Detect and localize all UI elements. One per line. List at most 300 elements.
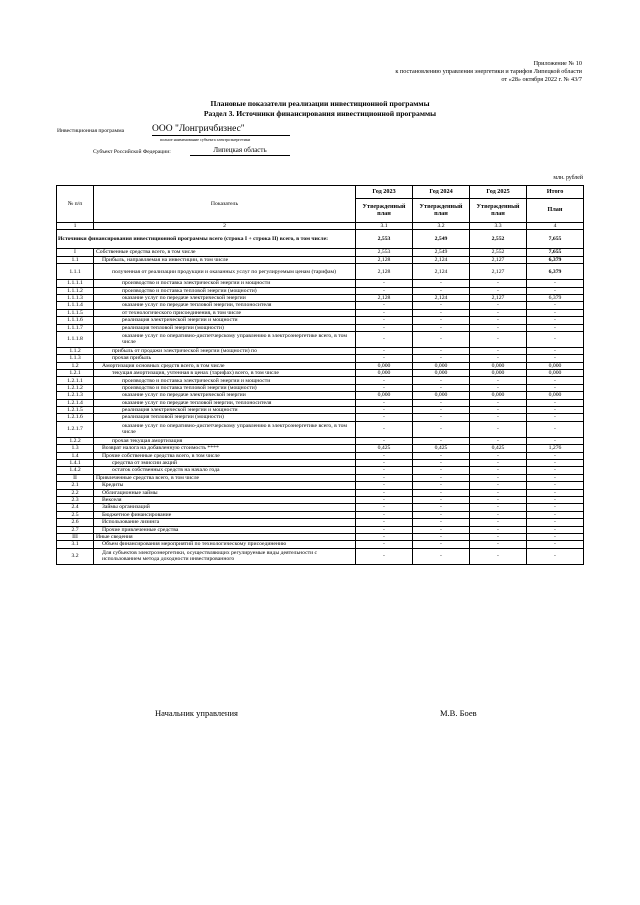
table-row <box>57 519 584 526</box>
row-plan-value: - <box>527 504 584 511</box>
row-name: Иные сведения <box>94 533 356 540</box>
table-row <box>57 526 584 533</box>
row-number: 1.2.1.3 <box>57 392 94 399</box>
row-plan-value: - <box>527 407 584 414</box>
row-name: от технологического присоединения, в том числе <box>94 309 356 316</box>
row-year-value: - <box>413 309 470 316</box>
table-row <box>57 414 584 421</box>
row-year-value: - <box>470 331 527 347</box>
row-plan-value: - <box>527 459 584 466</box>
row-year-value: - <box>356 452 413 459</box>
row-year-value: - <box>470 302 527 309</box>
row-year-value: - <box>470 519 527 526</box>
header-approved-2023: Утвержденный план <box>356 199 413 223</box>
table-row <box>57 459 584 466</box>
row-year-value: - <box>413 287 470 294</box>
row-year-value: 0,425 <box>413 445 470 452</box>
row-year-value: - <box>413 548 470 564</box>
row-year-value: - <box>413 399 470 406</box>
row-year-value: - <box>470 533 527 540</box>
table-row <box>57 370 584 377</box>
row-plan-value: - <box>527 526 584 533</box>
region-name: Липецкая область <box>190 146 290 156</box>
row-year-value: - <box>356 482 413 489</box>
section-title: Раздел 3. Источники финансирования инвестиционной программы <box>203 109 437 118</box>
row-name: производство и поставка тепловой энергии (мощности) <box>94 384 356 391</box>
unit-label: млн. рублей <box>553 175 583 181</box>
row-name: Облигационные займы <box>94 489 356 496</box>
row-plan-value: - <box>527 355 584 362</box>
row-number: 1.1.1.1 <box>57 280 94 287</box>
row-plan-value: - <box>527 309 584 316</box>
row-number: II <box>57 474 94 481</box>
row-year-value: - <box>413 302 470 309</box>
row-year-value: - <box>356 317 413 324</box>
row-year-value: - <box>470 287 527 294</box>
row-name: прочая текущая амортизация <box>94 437 356 444</box>
row-year-value: - <box>413 280 470 287</box>
table-row <box>57 482 584 489</box>
row-plan-value: - <box>527 421 584 437</box>
row-name: остаток собственных средств на начало года <box>94 467 356 474</box>
row-name: оказание услуг по оперативно-диспетчерскому управлению в электроэнергетике всего, в том числе <box>94 331 356 347</box>
row-year-value: - <box>470 511 527 518</box>
table-row <box>57 474 584 481</box>
row-year-value: - <box>470 489 527 496</box>
table-row <box>57 437 584 444</box>
row-number: 1.1 <box>57 256 94 263</box>
row-name: полученная от реализации продукции и оказанных услуг по регулируемым ценам (тарифам) <box>94 264 356 280</box>
row-number: 1.1.1.4 <box>57 302 94 309</box>
row-year-value: 0,000 <box>413 392 470 399</box>
row-year-value: - <box>356 474 413 481</box>
signature-name: М.В. Боев <box>440 708 477 718</box>
index-cell: 1 <box>57 223 94 230</box>
row-plan-value: - <box>527 474 584 481</box>
table-row <box>57 249 584 256</box>
row-name: производство и поставка тепловой энергии (мощности) <box>94 287 356 294</box>
row-year-value: - <box>470 467 527 474</box>
row-name: реализация электрической энергии и мощности <box>94 407 356 414</box>
row-year-value: - <box>413 504 470 511</box>
total-row-name: Источники финансирования инвестиционной программы всего (строка I + строка II) всего, в том числе: <box>57 230 356 249</box>
row-year-value: - <box>356 459 413 466</box>
table-row <box>57 489 584 496</box>
row-number: 1.1.1.2 <box>57 287 94 294</box>
row-name: Для субъектов электроэнергетики, осуществляющих регулируемые виды деятельности с использованием метода доходности инвестированного <box>94 548 356 564</box>
row-year-value: - <box>356 287 413 294</box>
row-year-value: - <box>470 355 527 362</box>
row-year-value: - <box>413 489 470 496</box>
row-year-value: - <box>413 541 470 548</box>
row-year-value: 2,128 <box>356 256 413 263</box>
row-plan-value: - <box>527 482 584 489</box>
row-number: 1.1.1.3 <box>57 294 94 301</box>
row-number: I <box>57 249 94 256</box>
row-year-value: - <box>356 347 413 354</box>
header-total: Итого <box>527 186 584 199</box>
row-year-value: - <box>356 331 413 347</box>
row-year-value: - <box>356 526 413 533</box>
table-row <box>57 541 584 548</box>
row-year-value: 2,127 <box>470 256 527 263</box>
table-row <box>57 287 584 294</box>
table-row <box>57 384 584 391</box>
header-num: № п/п <box>57 186 94 223</box>
table-row <box>57 324 584 331</box>
row-year-value: 2,128 <box>356 294 413 301</box>
total-2023: 2,553 <box>356 230 413 249</box>
row-year-value: 0,000 <box>470 362 527 369</box>
row-year-value: 2,127 <box>470 264 527 280</box>
row-name: Возврат налога на добавленную стоимость **** <box>94 445 356 452</box>
row-number: 1.1.1 <box>57 264 94 280</box>
row-year-value: - <box>413 459 470 466</box>
row-year-value: - <box>413 331 470 347</box>
total-2025: 2,552 <box>470 230 527 249</box>
row-name: реализация электрической энергии и мощности <box>94 317 356 324</box>
row-name: Займы организаций <box>94 504 356 511</box>
row-year-value: - <box>413 467 470 474</box>
row-number: 1.1.1.5 <box>57 309 94 316</box>
row-plan-value: - <box>527 324 584 331</box>
row-number: 1.1.3 <box>57 355 94 362</box>
header-index-row <box>57 223 584 230</box>
row-name: оказание услуг по передаче тепловой энергии, теплоносителя <box>94 302 356 309</box>
row-year-value: - <box>356 302 413 309</box>
row-year-value: - <box>413 421 470 437</box>
row-name: текущая амортизация, учтенная в ценах (тарифах) всего, в том числе <box>94 370 356 377</box>
row-name: Прочие привлеченные средства <box>94 526 356 533</box>
row-year-value: - <box>356 421 413 437</box>
row-name: Использование лизинга <box>94 519 356 526</box>
row-year-value: - <box>470 496 527 503</box>
row-year-value: - <box>470 407 527 414</box>
row-year-value: - <box>470 377 527 384</box>
row-name: оказание услуг по передаче электрической энергии <box>94 392 356 399</box>
row-number: 3.1 <box>57 541 94 548</box>
row-year-value: - <box>356 309 413 316</box>
row-year-value: - <box>413 437 470 444</box>
table-row <box>57 294 584 301</box>
row-year-value: - <box>356 541 413 548</box>
row-year-value: 2,124 <box>413 294 470 301</box>
row-year-value: - <box>356 504 413 511</box>
header-plan: План <box>527 199 584 223</box>
row-year-value: - <box>356 280 413 287</box>
row-year-value: - <box>356 414 413 421</box>
table-row <box>57 302 584 309</box>
financing-table <box>56 185 584 565</box>
row-year-value: - <box>413 511 470 518</box>
row-name: Прочие собственные средства всего, в том числе <box>94 452 356 459</box>
table-row <box>57 331 584 347</box>
row-year-value: - <box>470 384 527 391</box>
appendix-number: Приложение № 10 <box>533 60 582 67</box>
row-year-value: 0,000 <box>470 392 527 399</box>
row-name: Объем финансирования мероприятий по технологическому присоединению <box>94 541 356 548</box>
header-approved-2025: Утвержденный план <box>470 199 527 223</box>
row-number: 2.6 <box>57 519 94 526</box>
org-name: ООО "Лонгричбизнес" <box>152 124 290 136</box>
row-year-value: - <box>356 384 413 391</box>
row-year-value: 0,425 <box>470 445 527 452</box>
row-plan-value: - <box>527 399 584 406</box>
row-year-value: - <box>413 317 470 324</box>
row-number: 1.4 <box>57 452 94 459</box>
row-year-value: - <box>470 452 527 459</box>
table-row <box>57 496 584 503</box>
table-row <box>57 264 584 280</box>
row-plan-value: - <box>527 511 584 518</box>
row-number: 1.1.1.6 <box>57 317 94 324</box>
row-number: 1.2.2 <box>57 437 94 444</box>
header-name: Показатель <box>94 186 356 223</box>
table-row <box>57 511 584 518</box>
row-year-value: - <box>356 377 413 384</box>
row-year-value: - <box>356 467 413 474</box>
row-name: Амортизация основных средств всего, в том числе <box>94 362 356 369</box>
table-row <box>57 392 584 399</box>
row-name: прибыль от продажи электрической энергии (мощности) по <box>94 347 356 354</box>
row-plan-value: - <box>527 533 584 540</box>
row-name: Векселя <box>94 496 356 503</box>
row-number: 2.5 <box>57 511 94 518</box>
row-year-value: - <box>470 347 527 354</box>
row-year-value: - <box>413 407 470 414</box>
row-number: 1.1.2 <box>57 347 94 354</box>
table-row <box>57 355 584 362</box>
row-year-value: - <box>470 526 527 533</box>
document-title: Плановые показатели реализации инвестиционной программы <box>210 99 430 108</box>
table-row <box>57 421 584 437</box>
row-name: оказание услуг по передаче тепловой энергии, теплоносителя <box>94 399 356 406</box>
row-plan-value: 0,000 <box>527 362 584 369</box>
index-cell: 3.3 <box>470 223 527 230</box>
row-year-value: 0,000 <box>356 362 413 369</box>
row-number: 2.4 <box>57 504 94 511</box>
row-year-value: - <box>356 437 413 444</box>
row-number: 3.2 <box>57 548 94 564</box>
row-plan-value: 6,379 <box>527 294 584 301</box>
row-plan-value: - <box>527 280 584 287</box>
row-year-value: - <box>356 407 413 414</box>
row-name: оказание услуг по передаче электрической энергии <box>94 294 356 301</box>
row-name: производство и поставка электрической энергии и мощности <box>94 377 356 384</box>
table-row <box>57 377 584 384</box>
row-year-value: - <box>413 324 470 331</box>
table-row <box>57 407 584 414</box>
row-plan-value: - <box>527 414 584 421</box>
row-name: Привлеченные средства всего, в том числе <box>94 474 356 481</box>
row-year-value: - <box>470 548 527 564</box>
row-year-value: - <box>470 459 527 466</box>
row-number: 1.2.1 <box>57 370 94 377</box>
row-year-value: 2,552 <box>470 249 527 256</box>
row-year-value: 2,127 <box>470 294 527 301</box>
appendix-block <box>282 60 582 84</box>
row-number: 1.4.1 <box>57 459 94 466</box>
total-row <box>57 230 584 249</box>
row-plan-value: - <box>527 331 584 347</box>
total-2024: 2,549 <box>413 230 470 249</box>
row-year-value: - <box>356 533 413 540</box>
row-year-value: 0,000 <box>470 370 527 377</box>
row-name: реализация тепловой энергии (мощности) <box>94 324 356 331</box>
table-row <box>57 504 584 511</box>
row-number: 1.2 <box>57 362 94 369</box>
row-number: 1.1.1.7 <box>57 324 94 331</box>
row-year-value: - <box>356 548 413 564</box>
row-plan-value: 0,000 <box>527 370 584 377</box>
row-name: оказание услуг по оперативно-диспетчерскому управлению в электроэнергетике всего, в том числе <box>94 421 356 437</box>
row-year-value: 2,124 <box>413 264 470 280</box>
row-year-value: - <box>470 324 527 331</box>
row-year-value: 0,425 <box>356 445 413 452</box>
table-row <box>57 399 584 406</box>
table-row <box>57 309 584 316</box>
row-year-value: - <box>413 355 470 362</box>
row-number: 1.3 <box>57 445 94 452</box>
row-year-value: - <box>470 482 527 489</box>
row-year-value: - <box>413 452 470 459</box>
row-year-value: - <box>470 437 527 444</box>
row-year-value: 2,128 <box>356 264 413 280</box>
row-year-value: - <box>413 347 470 354</box>
row-year-value: - <box>356 496 413 503</box>
row-name: производство и поставка электрической энергии и мощности <box>94 280 356 287</box>
row-year-value: 2,124 <box>413 256 470 263</box>
row-plan-value: - <box>527 519 584 526</box>
row-plan-value: - <box>527 384 584 391</box>
table-row <box>57 347 584 354</box>
index-cell: 3.2 <box>413 223 470 230</box>
table-row <box>57 548 584 564</box>
row-plan-value: - <box>527 496 584 503</box>
row-plan-value: 0,000 <box>527 392 584 399</box>
row-number: 2.7 <box>57 526 94 533</box>
row-name: Бюджетное финансирование <box>94 511 356 518</box>
row-year-value: 2,549 <box>413 249 470 256</box>
row-number: 1.2.1.6 <box>57 414 94 421</box>
row-number: III <box>57 533 94 540</box>
row-number: 1.2.1.7 <box>57 421 94 437</box>
index-cell: 4 <box>527 223 584 230</box>
row-plan-value: - <box>527 548 584 564</box>
row-plan-value: - <box>527 287 584 294</box>
row-plan-value: 1,276 <box>527 445 584 452</box>
row-year-value: - <box>470 504 527 511</box>
row-number: 2.3 <box>57 496 94 503</box>
row-year-value: - <box>413 526 470 533</box>
row-year-value: - <box>356 399 413 406</box>
row-year-value: - <box>413 384 470 391</box>
table-row <box>57 445 584 452</box>
row-year-value: - <box>413 482 470 489</box>
row-year-value: - <box>470 309 527 316</box>
table-row <box>57 256 584 263</box>
row-year-value: - <box>413 533 470 540</box>
header-year-2024: Год 2024 <box>413 186 470 199</box>
row-year-value: - <box>356 324 413 331</box>
table-row <box>57 280 584 287</box>
row-year-value: - <box>470 421 527 437</box>
table-row <box>57 362 584 369</box>
row-year-value: - <box>470 317 527 324</box>
row-year-value: - <box>413 474 470 481</box>
row-plan-value: - <box>527 377 584 384</box>
org-note: полное наименование субъекта электроэнергетики <box>160 137 251 142</box>
row-name: Собственные средства всего, в том числе <box>94 249 356 256</box>
row-plan-value: - <box>527 302 584 309</box>
row-number: 1.2.1.2 <box>57 384 94 391</box>
row-plan-value: - <box>527 452 584 459</box>
row-year-value: - <box>356 489 413 496</box>
row-year-value: - <box>413 496 470 503</box>
row-year-value: - <box>356 519 413 526</box>
header-year-2025: Год 2025 <box>470 186 527 199</box>
row-number: 1.4.2 <box>57 467 94 474</box>
row-year-value: - <box>413 414 470 421</box>
row-year-value: - <box>413 377 470 384</box>
row-number: 1.2.1.5 <box>57 407 94 414</box>
row-year-value: - <box>356 355 413 362</box>
row-name: Кредиты <box>94 482 356 489</box>
row-plan-value: 7,655 <box>527 249 584 256</box>
row-plan-value: - <box>527 317 584 324</box>
table-row <box>57 317 584 324</box>
row-name: прочая прибыль <box>94 355 356 362</box>
row-year-value: - <box>470 414 527 421</box>
row-year-value: - <box>470 280 527 287</box>
row-plan-value: 6,379 <box>527 264 584 280</box>
row-plan-value: - <box>527 347 584 354</box>
row-plan-value: - <box>527 541 584 548</box>
index-cell: 2 <box>94 223 356 230</box>
row-number: 1.2.1.4 <box>57 399 94 406</box>
row-year-value: 2,553 <box>356 249 413 256</box>
row-name: реализация тепловой энергии (мощности) <box>94 414 356 421</box>
row-plan-value: 6,379 <box>527 256 584 263</box>
row-plan-value: - <box>527 437 584 444</box>
row-year-value: 0,000 <box>356 392 413 399</box>
signature-position: Начальник управления <box>155 708 238 718</box>
table-row <box>57 533 584 540</box>
table-row <box>57 467 584 474</box>
row-year-value: 0,000 <box>413 362 470 369</box>
row-name: средства от эмиссии акций <box>94 459 356 466</box>
row-year-value: - <box>356 511 413 518</box>
row-year-value: - <box>470 474 527 481</box>
region-label: Субъект Российской Федерации: <box>93 149 171 155</box>
table-row <box>57 452 584 459</box>
org-label: Инвестиционная программа <box>57 128 125 134</box>
row-number: 1.2.1.1 <box>57 377 94 384</box>
row-year-value: - <box>413 519 470 526</box>
appendix-date: от «28» октября 2022 г. № 43/7 <box>501 76 582 83</box>
row-name: Прибыль, направляемая на инвестиции, в том числе <box>94 256 356 263</box>
row-year-value: - <box>470 541 527 548</box>
header-approved-2024: Утвержденный план <box>413 199 470 223</box>
row-plan-value: - <box>527 467 584 474</box>
row-year-value: 0,000 <box>413 370 470 377</box>
appendix-resolution: к постановлению управления энергетики и тарифов Липецкой области <box>395 68 582 75</box>
row-number: 2.1 <box>57 482 94 489</box>
row-number: 1.1.1.8 <box>57 331 94 347</box>
header-year-2023: Год 2023 <box>356 186 413 199</box>
row-plan-value: - <box>527 489 584 496</box>
total-plan: 7,655 <box>527 230 584 249</box>
